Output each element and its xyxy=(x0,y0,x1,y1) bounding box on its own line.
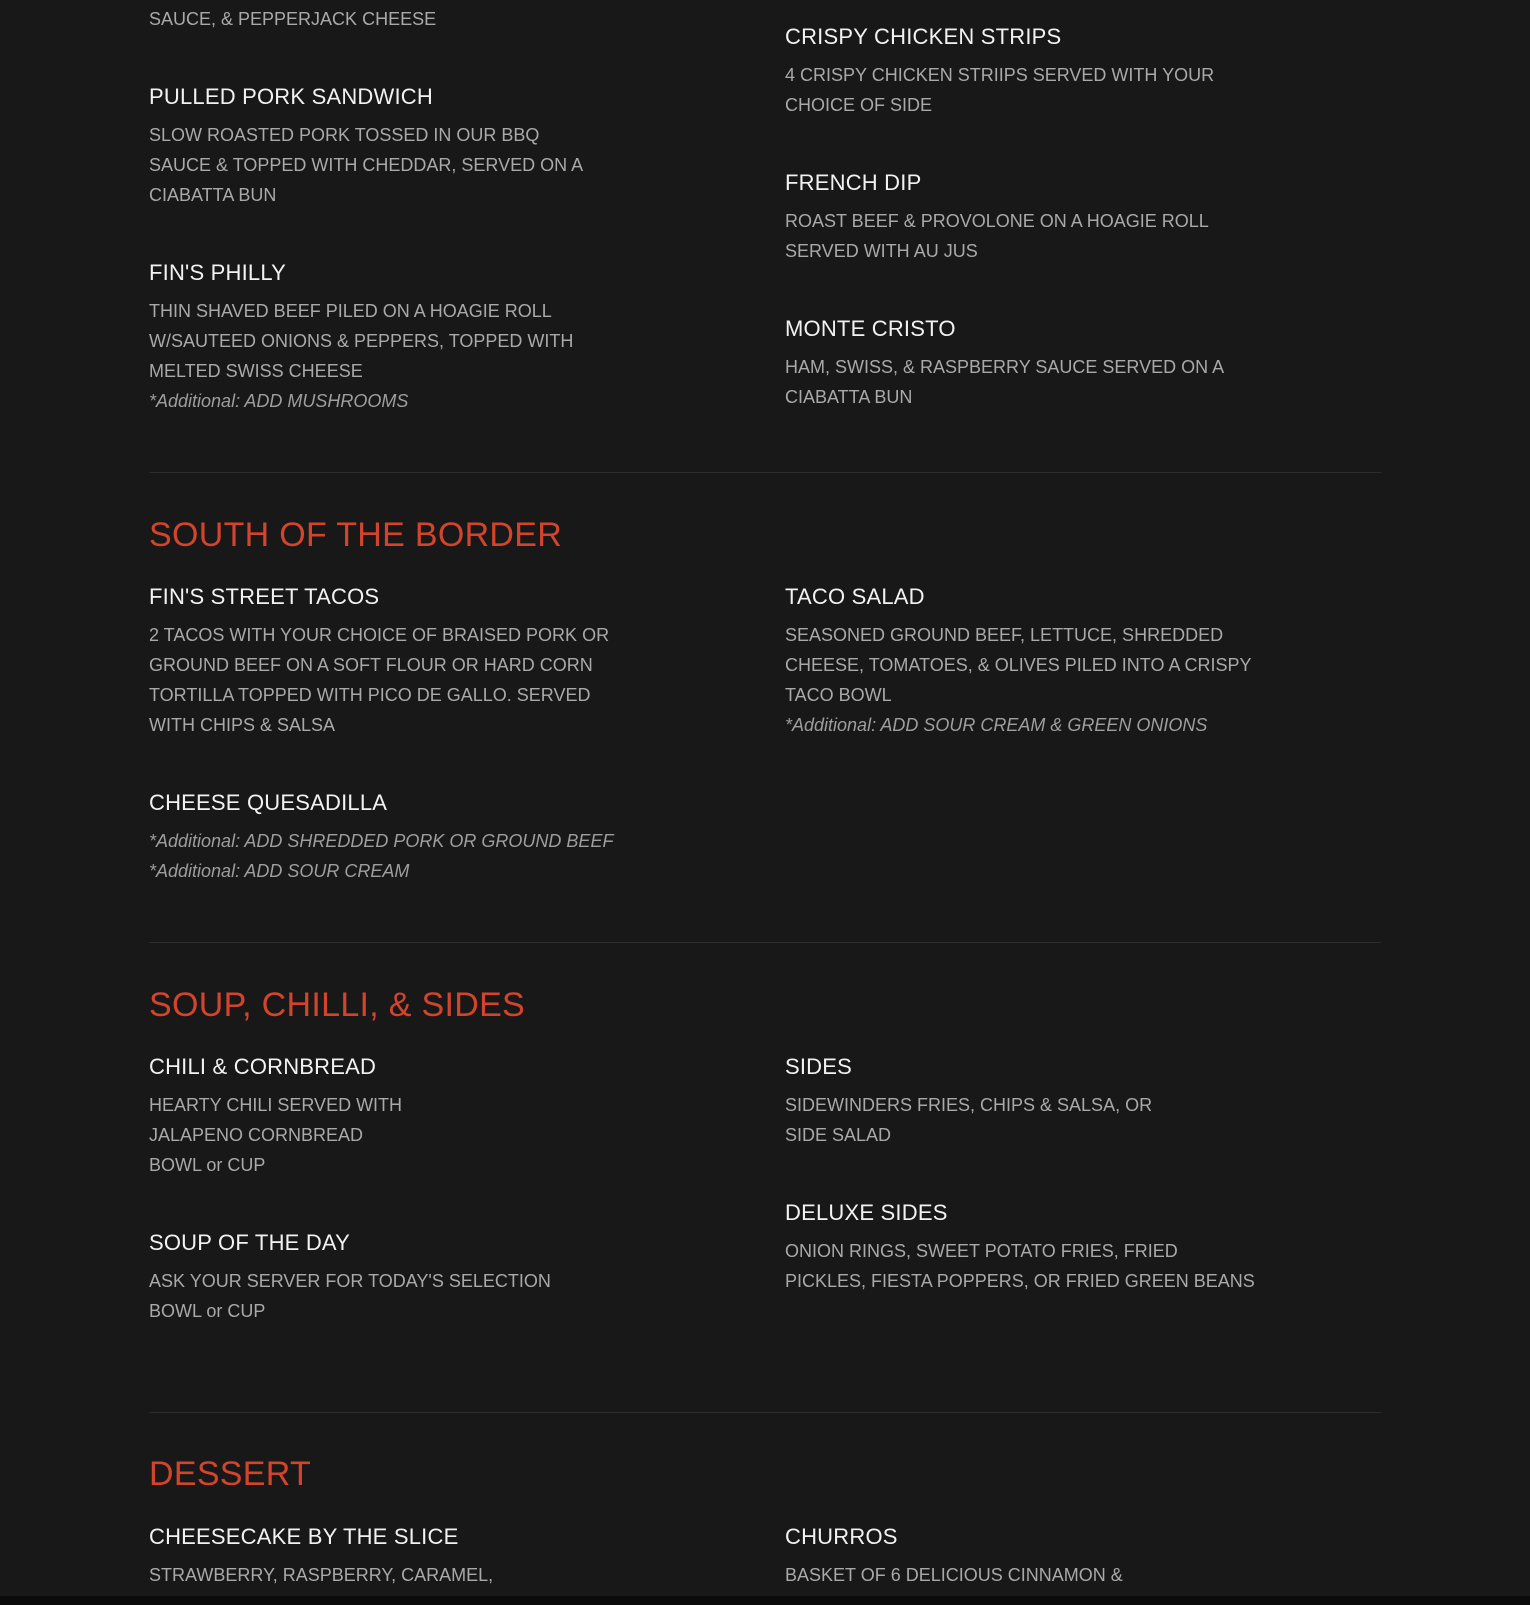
desc-line: ROAST BEEF & PROVOLONE ON A HOAGIE ROLL xyxy=(785,211,1209,231)
desc-line: BASKET OF 6 DELICIOUS CINNAMON & xyxy=(785,1565,1123,1585)
menu-item-desc-soup-of-the-day xyxy=(149,1266,589,1326)
menu-item-partial-desc xyxy=(149,4,589,34)
menu-item-desc-crispy-chicken xyxy=(785,60,1225,120)
desc-line: HAM, SWISS, & RASPBERRY SAUCE SERVED ON A xyxy=(785,357,1225,377)
desc-line: 4 CRISPY CHICKEN STRIIPS SERVED WITH YOUR xyxy=(785,65,1215,85)
section-divider xyxy=(149,1412,1381,1413)
desc-line: SERVED WITH AU JUS xyxy=(785,241,978,261)
desc-line: JALAPENO CORNBREAD xyxy=(149,1125,364,1145)
desc-line: SLOW ROASTED PORK TOSSED IN OUR BBQ xyxy=(149,125,540,145)
menu-item-title-fins-philly: FIN'S PHILLY xyxy=(149,260,287,285)
desc-line: BOWL or CUP xyxy=(149,1301,266,1321)
desc-line: CHOICE OF SIDE xyxy=(785,95,933,115)
menu-item-title-chili-cornbread: CHILI & CORNBREAD xyxy=(149,1054,377,1079)
menu-item-desc-french-dip xyxy=(785,206,1225,266)
desc-line: ONION RINGS, SWEET POTATO FRIES, FRIED xyxy=(785,1241,1178,1261)
menu-item-title-sides: SIDES xyxy=(785,1054,853,1079)
desc-line: CIABATTA BUN xyxy=(785,387,913,407)
menu-item-desc-taco-salad xyxy=(785,620,1252,740)
desc-line: HEARTY CHILI SERVED WITH xyxy=(149,1095,403,1115)
desc-line: GROUND BEEF ON A SOFT FLOUR OR HARD CORN xyxy=(149,655,593,675)
additional-note: *Additional: ADD SOUR CREAM & GREEN ONIONS xyxy=(785,715,1208,735)
menu-item-title-street-tacos: FIN'S STREET TACOS xyxy=(149,584,380,609)
menu-item-title-deluxe-sides: DELUXE SIDES xyxy=(785,1200,948,1225)
menu-item-title-french-dip: FRENCH DIP xyxy=(785,170,922,195)
menu-item-desc-deluxe-sides xyxy=(785,1236,1255,1296)
section-divider xyxy=(149,942,1381,943)
desc-line: SEASONED GROUND BEEF, LETTUCE, SHREDDED xyxy=(785,625,1224,645)
desc-line: MELTED SWISS CHEESE xyxy=(149,361,363,381)
section-title-soup-chilli-sides: SOUP, CHILLI, & SIDES xyxy=(149,986,526,1024)
desc-line: 2 TACOS WITH YOUR CHOICE OF BRAISED PORK OR xyxy=(149,625,610,645)
desc-line: SAUCE & TOPPED WITH CHEDDAR, SERVED ON A xyxy=(149,155,584,175)
additional-note: *Additional: ADD SOUR CREAM xyxy=(149,861,410,881)
section-title-south-of-the-border: SOUTH OF THE BORDER xyxy=(149,516,563,554)
desc-line: SIDE SALAD xyxy=(785,1125,892,1145)
menu-item-desc-fins-philly xyxy=(149,296,589,416)
additional-note: *Additional: ADD MUSHROOMS xyxy=(149,391,409,411)
desc-line: PICKLES, FIESTA POPPERS, OR FRIED GREEN BEANS xyxy=(785,1271,1255,1291)
desc-line: THIN SHAVED BEEF PILED ON A HOAGIE ROLL xyxy=(149,301,552,321)
desc-line: STRAWBERRY, RASPBERRY, CARAMEL, xyxy=(149,1565,494,1585)
menu-item-title-cheesecake: CHEESECAKE BY THE SLICE xyxy=(149,1524,459,1549)
desc-line: TORTILLA TOPPED WITH PICO DE GALLO. SERVED xyxy=(149,685,591,705)
desc-line: BOWL or CUP xyxy=(149,1155,266,1175)
menu-item-desc-sides xyxy=(785,1090,1225,1150)
menu-item-title-crispy-chicken: CRISPY CHICKEN STRIPS xyxy=(785,24,1062,49)
desc-line: WITH CHIPS & SALSA xyxy=(149,715,336,735)
desc-line: SAUCE, & PEPPERJACK CHEESE xyxy=(149,9,437,29)
menu-item-title-pulled-pork: PULLED PORK SANDWICH xyxy=(149,84,433,109)
menu-item-title-soup-of-the-day: SOUP OF THE DAY xyxy=(149,1230,351,1255)
additional-note: *Additional: ADD SHREDDED PORK OR GROUND BEEF xyxy=(149,831,614,851)
desc-line: W/SAUTEED ONIONS & PEPPERS, TOPPED WITH xyxy=(149,331,574,351)
desc-line: CIABATTA BUN xyxy=(149,185,277,205)
menu-item-desc-cheese-quesadilla xyxy=(149,826,614,886)
desc-line: ASK YOUR SERVER FOR TODAY'S SELECTION xyxy=(149,1271,551,1291)
menu-item-title-churros: CHURROS xyxy=(785,1524,898,1549)
section-divider xyxy=(149,472,1381,473)
menu-item-desc-monte-cristo xyxy=(785,352,1225,412)
bottom-edge-bar xyxy=(0,1596,1530,1605)
menu-item-title-monte-cristo: MONTE CRISTO xyxy=(785,316,956,341)
menu-item-desc-pulled-pork xyxy=(149,120,589,210)
desc-line: SIDEWINDERS FRIES, CHIPS & SALSA, OR xyxy=(785,1095,1153,1115)
menu-item-title-taco-salad: TACO SALAD xyxy=(785,584,925,609)
desc-line: TACO BOWL xyxy=(785,685,892,705)
menu-item-title-cheese-quesadilla: CHEESE QUESADILLA xyxy=(149,790,388,815)
section-title-dessert: DESSERT xyxy=(149,1455,312,1493)
desc-line: CHEESE, TOMATOES, & OLIVES PILED INTO A CRISPY xyxy=(785,655,1252,675)
menu-item-desc-street-tacos xyxy=(149,620,610,740)
menu-item-desc-chili-cornbread xyxy=(149,1090,589,1180)
